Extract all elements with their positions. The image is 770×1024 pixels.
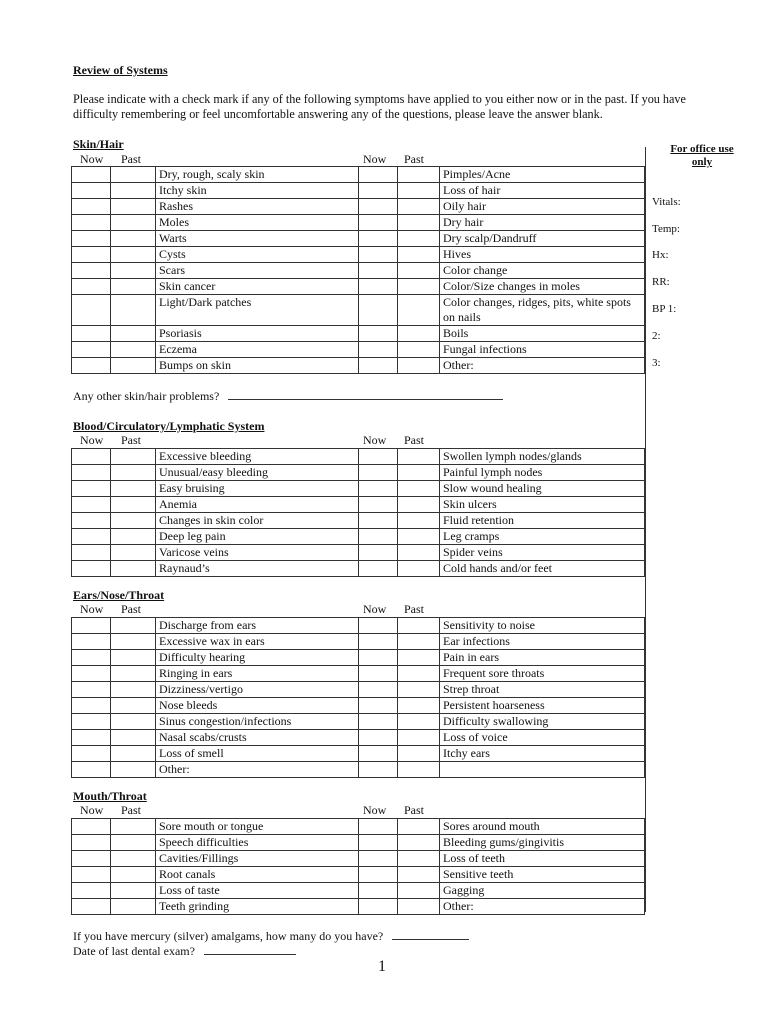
- col-past-label: Past: [121, 433, 142, 447]
- vital-label: RR:: [652, 276, 670, 288]
- now-checkbox[interactable]: [72, 883, 111, 899]
- past-checkbox[interactable]: [111, 465, 156, 481]
- symptom-label: Loss of voice: [440, 730, 645, 746]
- symptom-label: Rashes: [156, 199, 359, 215]
- past-checkbox[interactable]: [111, 342, 156, 358]
- now-checkbox[interactable]: [359, 634, 398, 650]
- symptom-label: Bleeding gums/gingivitis: [440, 835, 645, 851]
- symptom-label: Other:: [440, 358, 645, 374]
- symptom-label: Other:: [156, 762, 359, 778]
- past-checkbox[interactable]: [111, 545, 156, 561]
- table-row: [72, 714, 645, 730]
- past-checkbox[interactable]: [111, 746, 156, 762]
- symptom-label: Cysts: [156, 247, 359, 263]
- now-checkbox[interactable]: [359, 746, 398, 762]
- symptom-label: Dry scalp/Dandruff: [440, 231, 645, 247]
- now-checkbox[interactable]: [72, 698, 111, 714]
- symptom-label: Swollen lymph nodes/glands: [440, 449, 645, 465]
- past-checkbox[interactable]: [111, 295, 156, 326]
- symptom-label: Speech difficulties: [156, 835, 359, 851]
- symptom-label: Eczema: [156, 342, 359, 358]
- col-now-label: Now: [80, 433, 104, 447]
- table-row: [72, 183, 645, 199]
- past-checkbox[interactable]: [111, 698, 156, 714]
- symptom-label: Warts: [156, 231, 359, 247]
- past-checkbox[interactable]: [111, 199, 156, 215]
- symptom-label: Psoriasis: [156, 326, 359, 342]
- symptom-label: Fluid retention: [440, 513, 645, 529]
- past-checkbox[interactable]: [398, 899, 440, 915]
- past-checkbox[interactable]: [398, 465, 440, 481]
- past-checkbox[interactable]: [398, 545, 440, 561]
- past-checkbox[interactable]: [398, 342, 440, 358]
- table-row: [72, 342, 645, 358]
- past-checkbox[interactable]: [398, 247, 440, 263]
- past-checkbox[interactable]: [398, 497, 440, 513]
- now-checkbox[interactable]: [72, 358, 111, 374]
- now-checkbox[interactable]: [72, 682, 111, 698]
- now-checkbox[interactable]: [72, 867, 111, 883]
- now-checkbox[interactable]: [72, 730, 111, 746]
- dental-question-amalgams: [73, 929, 469, 944]
- office-divider: [645, 147, 646, 912]
- table-row: [72, 231, 645, 247]
- dental-exam-date-input[interactable]: [204, 944, 296, 955]
- symptom-label: Hives: [440, 247, 645, 263]
- symptom-label: Ear infections: [440, 634, 645, 650]
- symptom-label: Cavities/Fillings: [156, 851, 359, 867]
- now-checkbox[interactable]: [72, 295, 111, 326]
- symptom-label: Dry hair: [440, 215, 645, 231]
- now-checkbox[interactable]: [359, 358, 398, 374]
- table-row: [72, 666, 645, 682]
- table-row: [72, 497, 645, 513]
- symptom-label: Nose bleeds: [156, 698, 359, 714]
- table-row: [72, 682, 645, 698]
- amalgam-count-input[interactable]: [392, 929, 469, 940]
- now-checkbox[interactable]: [359, 183, 398, 199]
- past-checkbox[interactable]: [398, 449, 440, 465]
- past-checkbox[interactable]: [398, 730, 440, 746]
- symptom-label: Sensitive teeth: [440, 867, 645, 883]
- section-title-mouth: Mouth/Throat: [73, 789, 147, 803]
- past-checkbox[interactable]: [398, 295, 440, 326]
- symptom-label: Sores around mouth: [440, 819, 645, 835]
- table-row: [72, 867, 645, 883]
- past-checkbox[interactable]: [111, 529, 156, 545]
- past-checkbox[interactable]: [398, 698, 440, 714]
- past-checkbox[interactable]: [398, 682, 440, 698]
- col-now-label: Now: [80, 803, 104, 817]
- past-checkbox[interactable]: [111, 730, 156, 746]
- past-checkbox[interactable]: [398, 634, 440, 650]
- col-past-label: Past: [404, 803, 425, 817]
- table-row: [72, 529, 645, 545]
- now-checkbox[interactable]: [359, 883, 398, 899]
- symptom-label: Dry, rough, scaly skin: [156, 167, 359, 183]
- table-row: [72, 199, 645, 215]
- table-row: [72, 883, 645, 899]
- past-checkbox[interactable]: [398, 819, 440, 835]
- now-checkbox[interactable]: [72, 545, 111, 561]
- col-past-label: Past: [404, 433, 425, 447]
- symptom-label: Frequent sore throats: [440, 666, 645, 682]
- symptom-label: Deep leg pain: [156, 529, 359, 545]
- symptom-label: Dizziness/vertigo: [156, 682, 359, 698]
- table-row: [72, 835, 645, 851]
- symptom-label: Color change: [440, 263, 645, 279]
- past-checkbox[interactable]: [398, 167, 440, 183]
- symptom-label: Itchy ears: [440, 746, 645, 762]
- symptom-label: Sensitivity to noise: [440, 618, 645, 634]
- now-checkbox[interactable]: [359, 714, 398, 730]
- section-title-blood: Blood/Circulatory/Lymphatic System: [73, 419, 265, 433]
- now-checkbox[interactable]: [72, 199, 111, 215]
- past-checkbox[interactable]: [111, 714, 156, 730]
- table-row: [72, 247, 645, 263]
- past-checkbox[interactable]: [398, 618, 440, 634]
- symptom-label: Color changes, ridges, pits, white spots on nails: [440, 295, 645, 326]
- table-row: [72, 650, 645, 666]
- now-checkbox[interactable]: [359, 618, 398, 634]
- symptom-label: Bumps on skin: [156, 358, 359, 374]
- past-checkbox[interactable]: [111, 561, 156, 577]
- symptom-label: Slow wound healing: [440, 481, 645, 497]
- blood-symptoms-table: [71, 448, 645, 577]
- now-checkbox[interactable]: [359, 899, 398, 915]
- now-checkbox[interactable]: [359, 529, 398, 545]
- symptom-label: Moles: [156, 215, 359, 231]
- symptom-label: Pimples/Acne: [440, 167, 645, 183]
- vital-label: 3:: [652, 357, 661, 369]
- symptom-label: Fungal infections: [440, 342, 645, 358]
- past-checkbox[interactable]: [398, 529, 440, 545]
- col-past-label: Past: [121, 602, 142, 616]
- symptom-label: Skin ulcers: [440, 497, 645, 513]
- now-checkbox[interactable]: [72, 851, 111, 867]
- past-checkbox[interactable]: [398, 561, 440, 577]
- table-row: [72, 634, 645, 650]
- past-checkbox[interactable]: [398, 746, 440, 762]
- col-past-label: Past: [121, 803, 142, 817]
- now-checkbox[interactable]: [72, 513, 111, 529]
- now-checkbox[interactable]: [359, 342, 398, 358]
- symptom-label: Difficulty swallowing: [440, 714, 645, 730]
- symptom-label: Varicose veins: [156, 545, 359, 561]
- symptom-label: Unusual/easy bleeding: [156, 465, 359, 481]
- col-past-label: Past: [404, 152, 425, 166]
- symptom-label: Loss of hair: [440, 183, 645, 199]
- symptom-label: Leg cramps: [440, 529, 645, 545]
- dental-q1-label: If you have mercury (silver) amalgams, how many do you have?: [73, 929, 384, 943]
- symptom-label: Difficulty hearing: [156, 650, 359, 666]
- now-checkbox[interactable]: [359, 698, 398, 714]
- past-checkbox[interactable]: [111, 358, 156, 374]
- past-checkbox[interactable]: [111, 279, 156, 295]
- past-checkbox[interactable]: [111, 449, 156, 465]
- mouth-symptoms-table: [71, 818, 645, 915]
- vital-label: 2:: [652, 330, 661, 342]
- now-checkbox[interactable]: [359, 263, 398, 279]
- symptom-label: Loss of smell: [156, 746, 359, 762]
- table-row: [72, 215, 645, 231]
- past-checkbox[interactable]: [398, 279, 440, 295]
- now-checkbox[interactable]: [359, 513, 398, 529]
- col-now-label: Now: [80, 602, 104, 616]
- past-checkbox[interactable]: [111, 513, 156, 529]
- now-checkbox[interactable]: [359, 465, 398, 481]
- skin-other-input[interactable]: [228, 389, 503, 400]
- now-checkbox[interactable]: [72, 167, 111, 183]
- table-row: [72, 618, 645, 634]
- table-row: [72, 899, 645, 915]
- now-checkbox[interactable]: [72, 231, 111, 247]
- now-checkbox[interactable]: [359, 835, 398, 851]
- now-checkbox[interactable]: [72, 183, 111, 199]
- symptom-label: Other:: [440, 899, 645, 915]
- past-checkbox[interactable]: [111, 263, 156, 279]
- page-title: Review of Systems: [73, 63, 168, 77]
- past-checkbox[interactable]: [111, 650, 156, 666]
- past-checkbox[interactable]: [398, 650, 440, 666]
- table-row: [72, 762, 645, 778]
- past-checkbox[interactable]: [111, 835, 156, 851]
- table-row: [72, 295, 645, 326]
- past-checkbox[interactable]: [111, 666, 156, 682]
- symptom-label: Itchy skin: [156, 183, 359, 199]
- now-checkbox[interactable]: [359, 730, 398, 746]
- now-checkbox[interactable]: [72, 279, 111, 295]
- now-checkbox[interactable]: [359, 449, 398, 465]
- table-row: [72, 481, 645, 497]
- now-checkbox[interactable]: [72, 650, 111, 666]
- now-checkbox[interactable]: [359, 561, 398, 577]
- past-checkbox[interactable]: [111, 167, 156, 183]
- now-checkbox[interactable]: [72, 618, 111, 634]
- now-checkbox[interactable]: [359, 295, 398, 326]
- past-checkbox[interactable]: [398, 762, 440, 778]
- table-row: [72, 279, 645, 295]
- past-checkbox[interactable]: [398, 481, 440, 497]
- symptom-label: Ringing in ears: [156, 666, 359, 682]
- past-checkbox[interactable]: [111, 183, 156, 199]
- now-checkbox[interactable]: [359, 481, 398, 497]
- symptom-label: Strep throat: [440, 682, 645, 698]
- past-checkbox[interactable]: [111, 867, 156, 883]
- vital-label: Temp:: [652, 223, 680, 235]
- table-row: [72, 449, 645, 465]
- table-row: [72, 698, 645, 714]
- past-checkbox[interactable]: [398, 883, 440, 899]
- now-checkbox[interactable]: [359, 326, 398, 342]
- now-checkbox[interactable]: [359, 247, 398, 263]
- symptom-label: Pain in ears: [440, 650, 645, 666]
- past-checkbox[interactable]: [111, 326, 156, 342]
- skin-symptoms-table: [71, 166, 645, 374]
- past-checkbox[interactable]: [111, 215, 156, 231]
- now-checkbox[interactable]: [359, 497, 398, 513]
- col-past-label: Past: [121, 152, 142, 166]
- past-checkbox[interactable]: [398, 714, 440, 730]
- table-row: [72, 851, 645, 867]
- now-checkbox[interactable]: [72, 215, 111, 231]
- now-checkbox[interactable]: [72, 465, 111, 481]
- now-checkbox[interactable]: [359, 279, 398, 295]
- ent-symptoms-table: [71, 617, 645, 778]
- symptom-label: Easy bruising: [156, 481, 359, 497]
- symptom-label: Light/Dark patches: [156, 295, 359, 326]
- symptom-label: [440, 762, 645, 778]
- past-checkbox[interactable]: [111, 851, 156, 867]
- past-checkbox[interactable]: [398, 666, 440, 682]
- symptom-label: Spider veins: [440, 545, 645, 561]
- col-now-label: Now: [363, 152, 387, 166]
- now-checkbox[interactable]: [359, 231, 398, 247]
- page-number: 1: [378, 958, 386, 975]
- now-checkbox[interactable]: [72, 342, 111, 358]
- symptom-label: Excessive bleeding: [156, 449, 359, 465]
- table-row: [72, 561, 645, 577]
- table-row: [72, 263, 645, 279]
- now-checkbox[interactable]: [359, 867, 398, 883]
- now-checkbox[interactable]: [72, 497, 111, 513]
- past-checkbox[interactable]: [111, 819, 156, 835]
- past-checkbox[interactable]: [398, 263, 440, 279]
- past-checkbox[interactable]: [111, 682, 156, 698]
- table-row: [72, 513, 645, 529]
- table-row: [72, 167, 645, 183]
- now-checkbox[interactable]: [359, 851, 398, 867]
- now-checkbox[interactable]: [359, 666, 398, 682]
- past-checkbox[interactable]: [398, 199, 440, 215]
- now-checkbox[interactable]: [72, 247, 111, 263]
- dental-q2-label: Date of last dental exam?: [73, 944, 195, 958]
- symptom-label: Cold hands and/or feet: [440, 561, 645, 577]
- now-checkbox[interactable]: [72, 714, 111, 730]
- now-checkbox[interactable]: [359, 650, 398, 666]
- symptom-label: Excessive wax in ears: [156, 634, 359, 650]
- past-checkbox[interactable]: [398, 326, 440, 342]
- now-checkbox[interactable]: [359, 819, 398, 835]
- table-row: [72, 746, 645, 762]
- now-checkbox[interactable]: [72, 481, 111, 497]
- past-checkbox[interactable]: [398, 851, 440, 867]
- now-checkbox[interactable]: [72, 561, 111, 577]
- symptom-label: Boils: [440, 326, 645, 342]
- symptom-label: Painful lymph nodes: [440, 465, 645, 481]
- now-checkbox[interactable]: [359, 682, 398, 698]
- past-checkbox[interactable]: [398, 358, 440, 374]
- past-checkbox[interactable]: [398, 183, 440, 199]
- now-checkbox[interactable]: [359, 762, 398, 778]
- symptom-label: Scars: [156, 263, 359, 279]
- past-checkbox[interactable]: [398, 513, 440, 529]
- col-now-label: Now: [363, 602, 387, 616]
- symptom-label: Discharge from ears: [156, 618, 359, 634]
- table-row: [72, 545, 645, 561]
- vital-label: BP 1:: [652, 303, 677, 315]
- past-checkbox[interactable]: [398, 835, 440, 851]
- now-checkbox[interactable]: [72, 529, 111, 545]
- symptom-label: Sinus congestion/infections: [156, 714, 359, 730]
- table-row: [72, 465, 645, 481]
- vital-label: Vitals:: [652, 196, 681, 208]
- symptom-label: Anemia: [156, 497, 359, 513]
- past-checkbox[interactable]: [111, 618, 156, 634]
- now-checkbox[interactable]: [72, 666, 111, 682]
- past-checkbox[interactable]: [398, 215, 440, 231]
- past-checkbox[interactable]: [111, 231, 156, 247]
- symptom-label: Loss of taste: [156, 883, 359, 899]
- col-now-label: Now: [363, 803, 387, 817]
- section-title-ent: Ears/Nose/Throat: [73, 588, 165, 602]
- now-checkbox[interactable]: [72, 835, 111, 851]
- now-checkbox[interactable]: [72, 326, 111, 342]
- past-checkbox[interactable]: [111, 634, 156, 650]
- col-now-label: Now: [80, 152, 104, 166]
- col-now-label: Now: [363, 433, 387, 447]
- table-row: [72, 730, 645, 746]
- past-checkbox[interactable]: [111, 762, 156, 778]
- vital-label: Hx:: [652, 249, 669, 261]
- col-past-label: Past: [404, 602, 425, 616]
- symptom-label: Changes in skin color: [156, 513, 359, 529]
- now-checkbox[interactable]: [359, 199, 398, 215]
- office-use-heading: For office use only: [670, 143, 734, 168]
- symptom-label: Skin cancer: [156, 279, 359, 295]
- now-checkbox[interactable]: [72, 746, 111, 762]
- symptom-label: Persistent hoarseness: [440, 698, 645, 714]
- now-checkbox[interactable]: [72, 634, 111, 650]
- now-checkbox[interactable]: [72, 899, 111, 915]
- dental-question-exam: [73, 944, 296, 959]
- now-checkbox[interactable]: [72, 762, 111, 778]
- section-title-skin: Skin/Hair: [73, 137, 124, 151]
- past-checkbox[interactable]: [398, 231, 440, 247]
- table-row: [72, 819, 645, 835]
- intro-text: Please indicate with a check mark if any of the following symptoms have applied to you either now or in the past. If you have difficulty remembering or feel uncomfortable answering any of the questions, please leave the answer blank.: [73, 92, 686, 121]
- past-checkbox[interactable]: [398, 867, 440, 883]
- symptom-label: Teeth grinding: [156, 899, 359, 915]
- symptom-label: Sore mouth or tongue: [156, 819, 359, 835]
- table-row: [72, 358, 645, 374]
- now-checkbox[interactable]: [72, 819, 111, 835]
- symptom-label: Raynaud’s: [156, 561, 359, 577]
- now-checkbox[interactable]: [72, 449, 111, 465]
- symptom-label: Oily hair: [440, 199, 645, 215]
- past-checkbox[interactable]: [111, 481, 156, 497]
- now-checkbox[interactable]: [359, 215, 398, 231]
- symptom-label: Color/Size changes in moles: [440, 279, 645, 295]
- symptom-label: Gagging: [440, 883, 645, 899]
- table-row: [72, 326, 645, 342]
- past-checkbox[interactable]: [111, 247, 156, 263]
- now-checkbox[interactable]: [359, 167, 398, 183]
- past-checkbox[interactable]: [111, 899, 156, 915]
- now-checkbox[interactable]: [72, 263, 111, 279]
- past-checkbox[interactable]: [111, 883, 156, 899]
- past-checkbox[interactable]: [111, 497, 156, 513]
- skin-other-question: [73, 389, 503, 404]
- symptom-label: Loss of teeth: [440, 851, 645, 867]
- now-checkbox[interactable]: [359, 545, 398, 561]
- skin-other-label: Any other skin/hair problems?: [73, 389, 220, 403]
- symptom-label: Root canals: [156, 867, 359, 883]
- symptom-label: Nasal scabs/crusts: [156, 730, 359, 746]
